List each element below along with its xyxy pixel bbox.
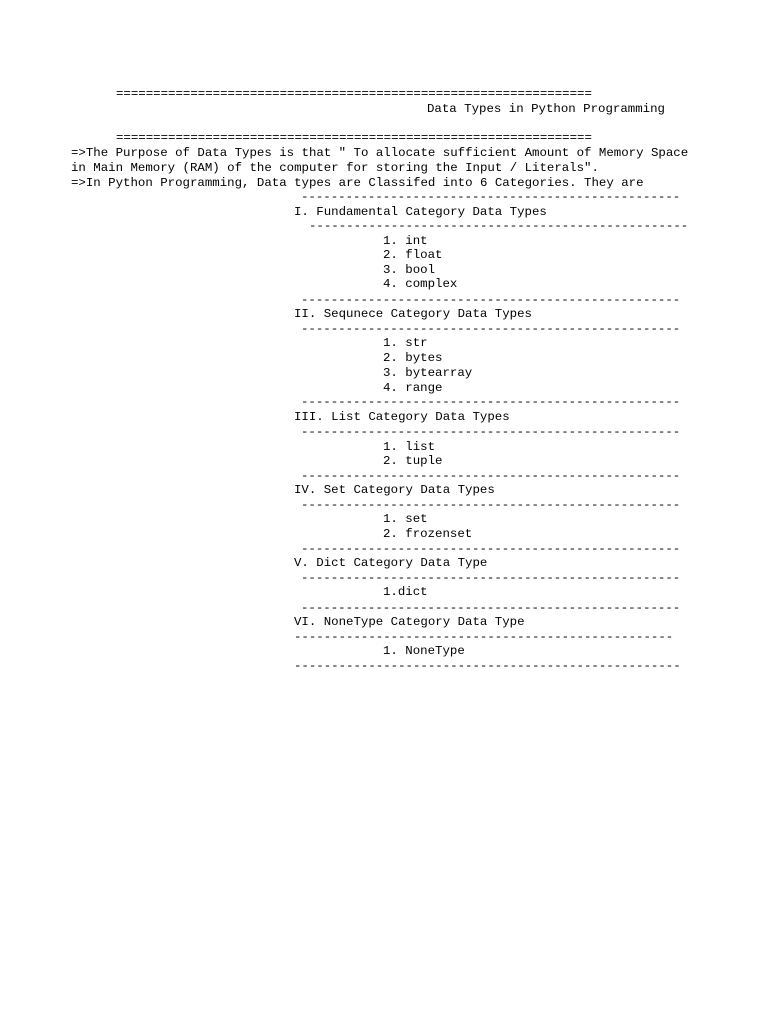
category-heading-nonetype: VI. NoneType Category Data Type <box>294 615 525 629</box>
page-title: Data Types in Python Programming <box>427 102 665 116</box>
separator-rule: --------------------------------------------------- <box>301 293 681 307</box>
intro-line-3: =>In Python Programming, Data types are Classifed into 6 Categories. They are <box>71 176 644 190</box>
intro-line-2: in Main Memory (RAM) of the computer for storing the Input / Literals". <box>71 161 599 175</box>
separator-rule: --------------------------------------------------- <box>294 630 674 644</box>
list-item: 3. bytearray <box>383 366 473 380</box>
separator-rule: --------------------------------------------------- <box>301 601 681 615</box>
intro-line-1: =>The Purpose of Data Types is that " To allocate sufficient Amount of Memory Space <box>71 146 689 160</box>
separator-rule: --------------------------------------------------- <box>301 571 681 585</box>
list-item: 1. NoneType <box>383 644 465 658</box>
header-rule-top: ================================================================ <box>116 87 592 101</box>
separator-rule: --------------------------------------------------- <box>301 395 681 409</box>
separator-rule: ---------------------------------------------------- <box>294 659 681 673</box>
list-item: 2. frozenset <box>383 527 473 541</box>
list-item: 1. str <box>383 336 428 350</box>
separator-rule: --------------------------------------------------- <box>301 498 681 512</box>
separator-rule: --------------------------------------------------- <box>301 542 681 556</box>
list-item: 1.dict <box>383 585 428 599</box>
list-item: 4. range <box>383 381 443 395</box>
category-heading-list: III. List Category Data Types <box>294 410 510 424</box>
category-heading-sequence: II. Sequnece Category Data Types <box>294 307 532 321</box>
list-item: 4. complex <box>383 277 458 291</box>
list-item: 1. list <box>383 440 436 454</box>
list-item: 3. bool <box>383 263 436 277</box>
separator-rule: --------------------------------------------------- <box>301 322 681 336</box>
separator-rule: --------------------------------------------------- <box>301 190 681 204</box>
list-item: 1. int <box>383 234 428 248</box>
list-item: 1. set <box>383 512 428 526</box>
category-heading-set: IV. Set Category Data Types <box>294 483 495 497</box>
category-heading-fundamental: I. Fundamental Category Data Types <box>294 205 547 219</box>
header-rule-bottom: ================================================================ <box>116 131 592 145</box>
separator-rule: --------------------------------------------------- <box>309 219 689 233</box>
list-item: 2. tuple <box>383 454 443 468</box>
list-item: 2. bytes <box>383 351 443 365</box>
separator-rule: --------------------------------------------------- <box>301 425 681 439</box>
separator-rule: --------------------------------------------------- <box>301 469 681 483</box>
list-item: 2. float <box>383 248 443 262</box>
category-heading-dict: V. Dict Category Data Type <box>294 556 488 570</box>
